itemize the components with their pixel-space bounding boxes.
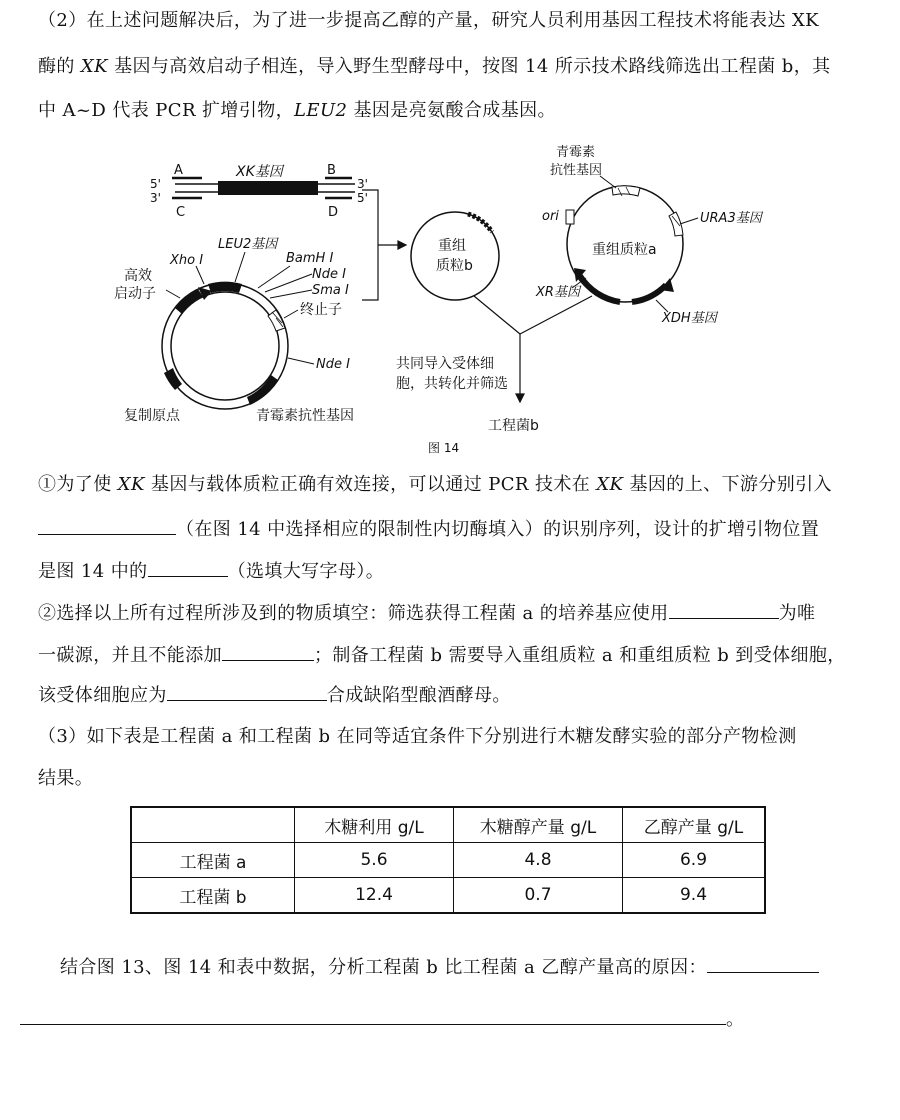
fermentation-table <box>130 806 766 914</box>
plasmid-b-label-1: 重组 <box>438 238 466 254</box>
nde2-label: Nde Ⅰ <box>316 357 350 372</box>
q1-text-3b: （选填大写字母）。 <box>227 561 385 582</box>
gene-leu2-label: LEU2 <box>294 100 348 121</box>
table-header-xylitol: 木糖醇产量 g/L <box>454 807 623 843</box>
cotransform-label-2: 胞，共转化并筛选 <box>396 376 508 392</box>
table-header-ethanol: 乙醇产量 g/L <box>623 807 766 843</box>
para2-line3 <box>38 96 556 126</box>
vector-pointers <box>166 252 314 364</box>
end-3r-label: 3' <box>357 177 368 191</box>
table-row <box>131 843 765 878</box>
q2-line3 <box>38 680 511 711</box>
para3-text-2: 结果。 <box>38 768 94 789</box>
xr-label: XR基因 <box>536 285 580 300</box>
q1-text-1a: ①为了使 <box>38 474 118 495</box>
bamh-label: BamH Ⅰ <box>286 251 334 266</box>
table-cell-value: 0.7 <box>454 878 623 914</box>
final-answer-blank-1[interactable] <box>707 952 819 973</box>
q1-line3 <box>38 556 384 587</box>
para2-line2 <box>38 52 831 82</box>
plasmid-a-amp-label-2: 抗性基因 <box>550 163 603 178</box>
final-end-mark: 。 <box>726 1009 745 1030</box>
primer-b-label: B <box>327 163 336 178</box>
table-row <box>131 878 765 914</box>
promoter-label-2: 启动子 <box>114 286 156 302</box>
q1-line1 <box>38 470 832 500</box>
xk-gene-block <box>218 181 318 195</box>
final-line1 <box>60 952 819 983</box>
para2-text-2b: 基因与高效启动子相连，导入野生型酵母中，按图 14 所示技术路线筛选出工程菌 b，其 <box>107 56 831 77</box>
table-cell-value: 5.6 <box>295 843 454 878</box>
para3-line2 <box>38 764 93 794</box>
q2-text-2b: ；制备工程菌 b 需要导入重组质粒 a 和重组质粒 b 到受体细胞， <box>314 645 846 666</box>
table-header-row <box>131 807 765 843</box>
q1-gene-2: XK <box>596 474 624 495</box>
end-5-label: 5' <box>150 177 161 191</box>
plasmid-b <box>411 212 499 300</box>
nde1-label: Nde Ⅰ <box>312 267 346 282</box>
table-cell-strain: 工程菌 b <box>131 878 295 914</box>
q1-text-3a: 是图 14 中的 <box>38 561 148 582</box>
para2-line1 <box>38 6 819 36</box>
table-cell-strain: 工程菌 a <box>131 843 295 878</box>
final-line2 <box>20 1004 744 1035</box>
primer-a-label: A <box>174 163 183 178</box>
q2-answer-blank-2[interactable] <box>222 640 314 661</box>
q1-answer-blank-2[interactable] <box>148 556 228 577</box>
para2-text-3b: 基因是亮氨酸合成基因。 <box>347 100 556 121</box>
para3-line1 <box>38 722 797 752</box>
strain-b-label: 工程菌b <box>488 418 539 434</box>
q2-answer-blank-3[interactable] <box>167 680 327 701</box>
q1-answer-blank-1[interactable] <box>38 514 176 535</box>
primer-d-label: D <box>328 205 339 220</box>
q2-text-3b: 合成缺陷型酿酒酵母。 <box>326 685 511 706</box>
plasmid-a-ori-label: ori <box>542 209 559 224</box>
vector-plasmid <box>162 282 288 409</box>
q1-gene-1: XK <box>117 474 145 495</box>
end-5r-label: 5' <box>357 191 368 205</box>
q1-line2 <box>38 514 819 545</box>
q2-line1 <box>38 598 815 629</box>
ura3-label: URA3基因 <box>700 211 762 226</box>
para2-text-2a: 酶的 <box>38 56 81 77</box>
sma-label: Sma Ⅰ <box>312 283 349 298</box>
q1-text-1b: 基因与载体质粒正确有效连接，可以通过 PCR 技术在 <box>144 474 597 495</box>
table-cell-value: 9.4 <box>623 878 766 914</box>
q2-line2 <box>38 640 846 671</box>
q1-text-1c: 基因的上、下游分别引入 <box>623 474 832 495</box>
table-cell-value: 6.9 <box>623 843 766 878</box>
xdh-label: XDH基因 <box>662 311 717 326</box>
q2-text-3a: 该受体细胞应为 <box>38 685 167 706</box>
q1-text-2: （在图 14 中选择相应的限制性内切酶填入）的识别序列，设计的扩增引物位置 <box>176 519 820 540</box>
final-answer-blank-2[interactable] <box>20 1004 726 1025</box>
table-cell-value: 4.8 <box>454 843 623 878</box>
q2-text-1b: 为唯 <box>778 603 816 624</box>
terminator-label: 终止子 <box>300 302 342 318</box>
figure-caption: 图 14 <box>428 441 460 455</box>
q2-text-2a: 一碳源，并且不能添加 <box>38 645 222 666</box>
para3-text-1: （3）如下表是工程菌 a 和工程菌 b 在同等适宜条件下分别进行木糖发酵实验的部分产物检测 <box>38 726 797 747</box>
promoter-label-1: 高效 <box>124 268 152 284</box>
xk-gene-label: XK基因 <box>236 164 283 180</box>
vector-amp-label: 青霉素抗性基因 <box>256 408 354 424</box>
gene-xk-label: XK <box>80 56 108 77</box>
para2-text-1: （2）在上述问题解决后，为了进一步提高乙醇的产量，研究人员利用基因工程技术将能表达 XK <box>38 10 820 31</box>
q2-text-1a: ②选择以上所有过程所涉及到的物质填空：筛选获得工程菌 a 的培养基应使用 <box>38 603 669 624</box>
xk-fragment <box>172 178 355 198</box>
table-header-corner <box>131 807 295 843</box>
primer-c-label: C <box>176 205 186 220</box>
bracket-connector <box>362 190 406 300</box>
cotransform-label-1: 共同导入受体细 <box>396 356 494 372</box>
plasmid-a-label: 重组质粒a <box>592 242 657 258</box>
plasmid-b-label-2: 质粒b <box>436 258 473 274</box>
figure-14 <box>100 140 800 460</box>
q2-answer-blank-1[interactable] <box>669 598 779 619</box>
end-3-label: 3' <box>150 191 161 205</box>
para2-text-3a: 中 A~D 代表 PCR 扩增引物， <box>38 100 295 121</box>
xho-label: Xho Ⅰ <box>170 253 204 268</box>
plasmid-a-amp-label-1: 青霉素 <box>556 145 596 160</box>
final-text: 结合图 13、图 14 和表中数据，分析工程菌 b 比工程菌 a 乙醇产量高的原因： <box>60 957 707 978</box>
vector-ori-label: 复制原点 <box>124 408 180 424</box>
table-cell-value: 12.4 <box>295 878 454 914</box>
leu2-label: LEU2基因 <box>218 237 278 252</box>
table-header-xylose-use: 木糖利用 g/L <box>295 807 454 843</box>
